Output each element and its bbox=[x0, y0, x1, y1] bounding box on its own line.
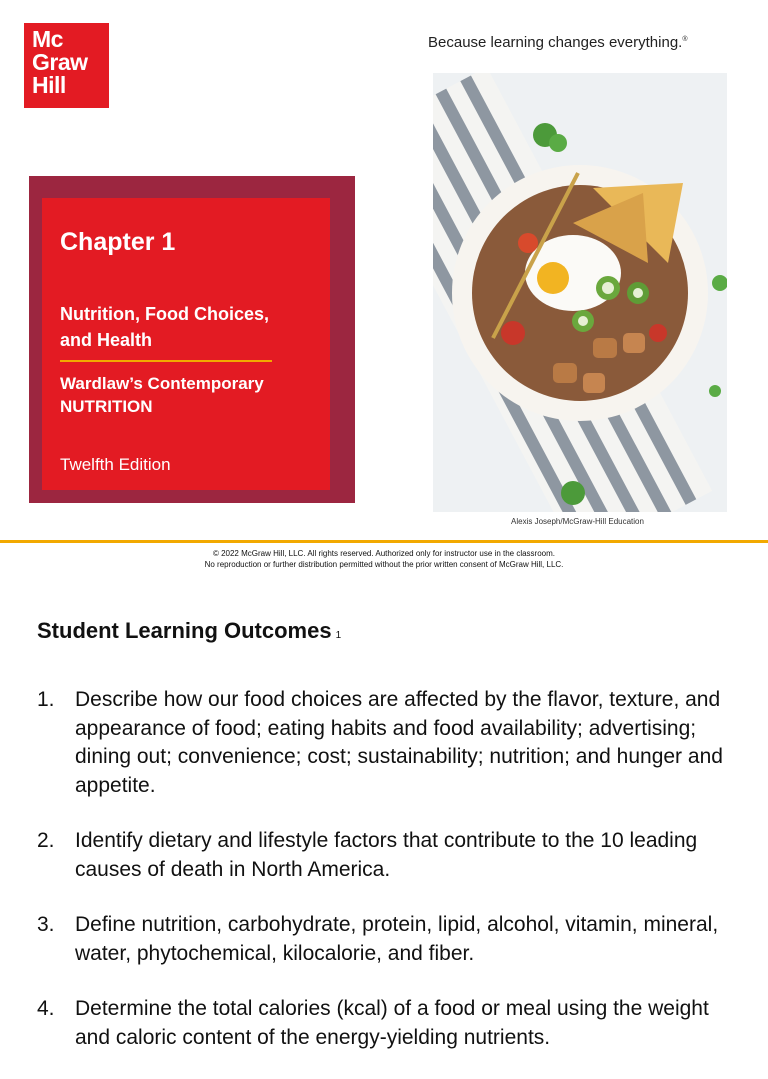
outcomes-list bbox=[37, 686, 737, 1079]
book-title: Wardlaw’s Contemporary NUTRITION bbox=[60, 374, 264, 416]
outcomes-title: Student Learning Outcomes bbox=[37, 618, 332, 643]
item-text: Determine the total calories (kcal) of a food or meal using the weight and caloric content of the energy-yielding nutrients. bbox=[75, 997, 709, 1049]
copyright-line-2: No reproduction or further distribution permitted without the prior written consent of McGraw Hill, LLC. bbox=[204, 560, 564, 569]
chapter-title: Nutrition, Food Choices, and Health bbox=[60, 304, 269, 350]
title-divider bbox=[60, 360, 272, 362]
outcomes-heading bbox=[37, 618, 341, 644]
food-bowl-illustration bbox=[433, 73, 727, 512]
footnote-marker: 1 bbox=[335, 630, 342, 641]
chapter-heading: Chapter 1 bbox=[60, 228, 176, 256]
gold-divider bbox=[0, 540, 768, 543]
logo-line-1: Mc bbox=[32, 26, 63, 52]
logo-line-2: Graw bbox=[32, 49, 88, 75]
logo-line-3: Hill bbox=[32, 72, 66, 98]
item-text: Define nutrition, carbohydrate, protein, lipid, alcohol, vitamin, mineral, water, phytochemical, kilocalorie, and fiber. bbox=[75, 913, 719, 965]
item-number: 4. bbox=[37, 997, 55, 1020]
item-number: 2. bbox=[37, 829, 55, 852]
list-item bbox=[37, 827, 737, 884]
copyright-notice bbox=[0, 548, 768, 570]
edition-label: Twelfth Edition bbox=[60, 455, 171, 474]
copyright-line-1: © 2022 McGraw Hill, LLC. All rights reserved. Authorized only for instructor use in the classroom. bbox=[212, 549, 556, 558]
registered-mark: ® bbox=[682, 36, 688, 43]
item-number: 1. bbox=[37, 688, 55, 711]
list-item bbox=[37, 686, 737, 800]
tagline bbox=[428, 34, 688, 51]
list-item bbox=[37, 911, 737, 968]
item-number: 3. bbox=[37, 913, 55, 936]
cover-panel bbox=[42, 198, 330, 490]
mcgraw-hill-logo bbox=[24, 23, 109, 108]
item-text: Identify dietary and lifestyle factors that contribute to the 10 leading causes of death in North America. bbox=[75, 829, 698, 881]
food-bowl-photo bbox=[433, 73, 727, 512]
tagline-text: Because learning changes everything. bbox=[428, 34, 683, 51]
item-text: Describe how our food choices are affected by the flavor, texture, and appearance of food; eating habits and food availability; advertising; dining out; convenience; cost; sustainability; nutrition; and hunger and appetite. bbox=[75, 688, 723, 797]
photo-credit: Alexis Joseph/McGraw-Hill Education bbox=[511, 517, 644, 526]
